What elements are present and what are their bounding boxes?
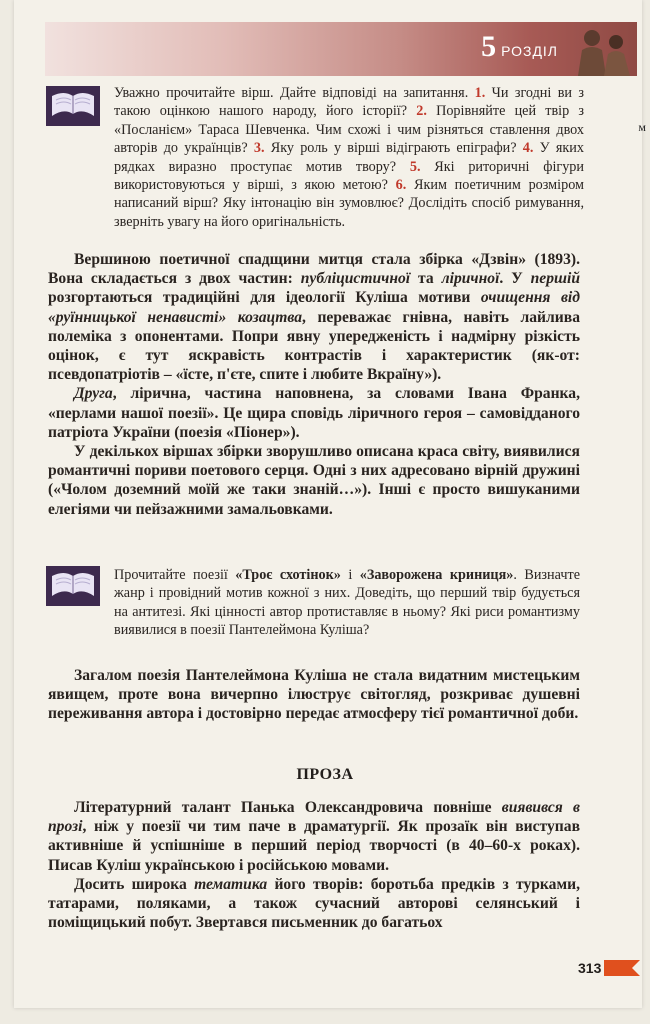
text-run: , переважає гнівна, навіть лайлива полеміка з опонентами. Попри явну упередженість і надмірну різкість оцінок, є тут яскравість контрастів і характеристик (як-от: псевдопатріотів – «їсте, п'єте, спите і любите Вкраїну»). xyxy=(48,308,580,384)
text-run: Яку роль у вірші відіграють епіграфи? xyxy=(264,140,523,157)
paragraph xyxy=(48,798,580,875)
page-number: 313 xyxy=(578,960,602,976)
text-run: Чи згодні ви з такою оцінкою нашого народу, його історії? xyxy=(114,85,584,120)
text-run: «Дзвін» xyxy=(471,251,527,268)
open-book-icon xyxy=(46,86,100,126)
text-run: Яким поетичним розміром написаний вірш? Яку інтонацію він зумовлює? Дослідіть спосіб римування, зверніть увагу на його оригінальність. xyxy=(114,177,584,230)
text-run: очищення від «руїнницької ненависті» козацтва xyxy=(48,289,580,326)
text-run: Порівняйте цей твір з «Посланієм» Тараса Шевченка. Чим схожі і чим різняться ставлення двох авторів до українців? xyxy=(114,103,584,157)
paragraph xyxy=(48,384,580,442)
text-run: і xyxy=(340,567,360,583)
text-run: (1893). Вона складається з двох частин: xyxy=(48,251,580,288)
text-run: Загалом поезія Пантелеймона Куліша не стала видатним мистецьким явищем, проте вона вичерпно ілюструє світогляд, розкриває душевні переживання автора і достовірно передає атмосферу тієї романтичної доби. xyxy=(48,667,580,723)
text-run: тематика xyxy=(194,875,268,893)
chapter-label: РОЗДІЛ xyxy=(501,43,558,59)
text-run: У декількох віршах збірки зворушливо описана краса світу, виявилися романтичні пориви поетового серця. Одні з них адресовано вірній дружині («Чолом доземний моїй же таки знаній…»). Інші є просто вишуканими елегіями чи пейзажними замальовками. xyxy=(48,443,580,518)
body-section-3 xyxy=(48,798,580,932)
task-questions-1 xyxy=(114,84,584,231)
text-run: ліричної xyxy=(441,270,500,288)
text-run: Які риторичні фігури використовуються у вірші, з якою метою? xyxy=(114,158,584,194)
text-run: . Визначте жанр і провідний мотив кожної з них. Доведіть, що перший твір будується на антитезі. Які цінності автор протиставляє в ньому? Які риси романтизму виявилися в поезії Пантелеймона Куліша? xyxy=(114,567,580,639)
text-run: . У xyxy=(499,270,531,288)
text-run: Досить широка xyxy=(74,875,195,893)
text-run: У яких рядках виразно проступає мотив твору? xyxy=(114,140,584,175)
text-run: виявився в прозі xyxy=(48,799,580,836)
text-run: «Троє схотінок» xyxy=(235,567,341,583)
chapter-marker xyxy=(481,30,558,64)
question-number: 5. xyxy=(409,158,421,175)
text-run: першій xyxy=(530,270,580,288)
paragraph xyxy=(48,250,580,384)
chapter-illustration-icon xyxy=(566,24,638,76)
text-run: розгортаються традиційні для ідеології Куліша мотиви xyxy=(48,289,481,307)
paragraph xyxy=(48,442,580,519)
text-run: публіцистичної xyxy=(300,270,411,288)
question-number: 3. xyxy=(253,140,265,157)
question-number: 2. xyxy=(416,103,427,120)
body-section-2 xyxy=(48,666,580,724)
text-run: Друга xyxy=(74,385,113,403)
paragraph xyxy=(48,666,580,724)
text-run: «Заворожена криниця» xyxy=(359,567,514,583)
margin-letter: м xyxy=(638,120,646,134)
text-run: , ніж у поезії чи тим паче в драматургії. Як прозаїк він виступав активніше й успішніше в перший період творчості (в 40–60-х роках). Писав Куліш українською і російською мовами. xyxy=(48,818,580,874)
text-run: та xyxy=(410,270,442,288)
text-run: Літературний талант Панька Олександровича повніше xyxy=(74,799,502,816)
question-number: 4. xyxy=(522,140,534,157)
text-run: , лірична, частина наповнена, за словами Івана Франка, «перлами нашої поезії». Це щира сповідь ліричного героя – самовідданого патріота України (поезія «Піонер»). xyxy=(48,385,580,441)
text-run: Прочитайте поезії xyxy=(114,567,236,583)
body-section-1 xyxy=(48,250,580,519)
text-run: його творів: боротьба предків з турками, татарами, поляками, а також сучасний авторові селянський і поміщицький побут. Звертався письменник до багатьох xyxy=(48,875,580,932)
chapter-number: 5 xyxy=(481,30,497,63)
page-corner-flag-icon xyxy=(604,958,640,978)
open-book-icon xyxy=(46,566,100,606)
task-questions-2 xyxy=(114,566,580,640)
section-heading-prose: ПРОЗА xyxy=(296,766,354,783)
question-number: 6. xyxy=(395,177,407,194)
text-run: Вершиною поетичної спадщини митця стала збірка xyxy=(74,251,472,268)
paragraph xyxy=(48,875,580,933)
text-run: Уважно прочитайте вірш. Дайте відповіді на запитання. xyxy=(114,85,475,101)
question-number: 1. xyxy=(474,85,486,101)
